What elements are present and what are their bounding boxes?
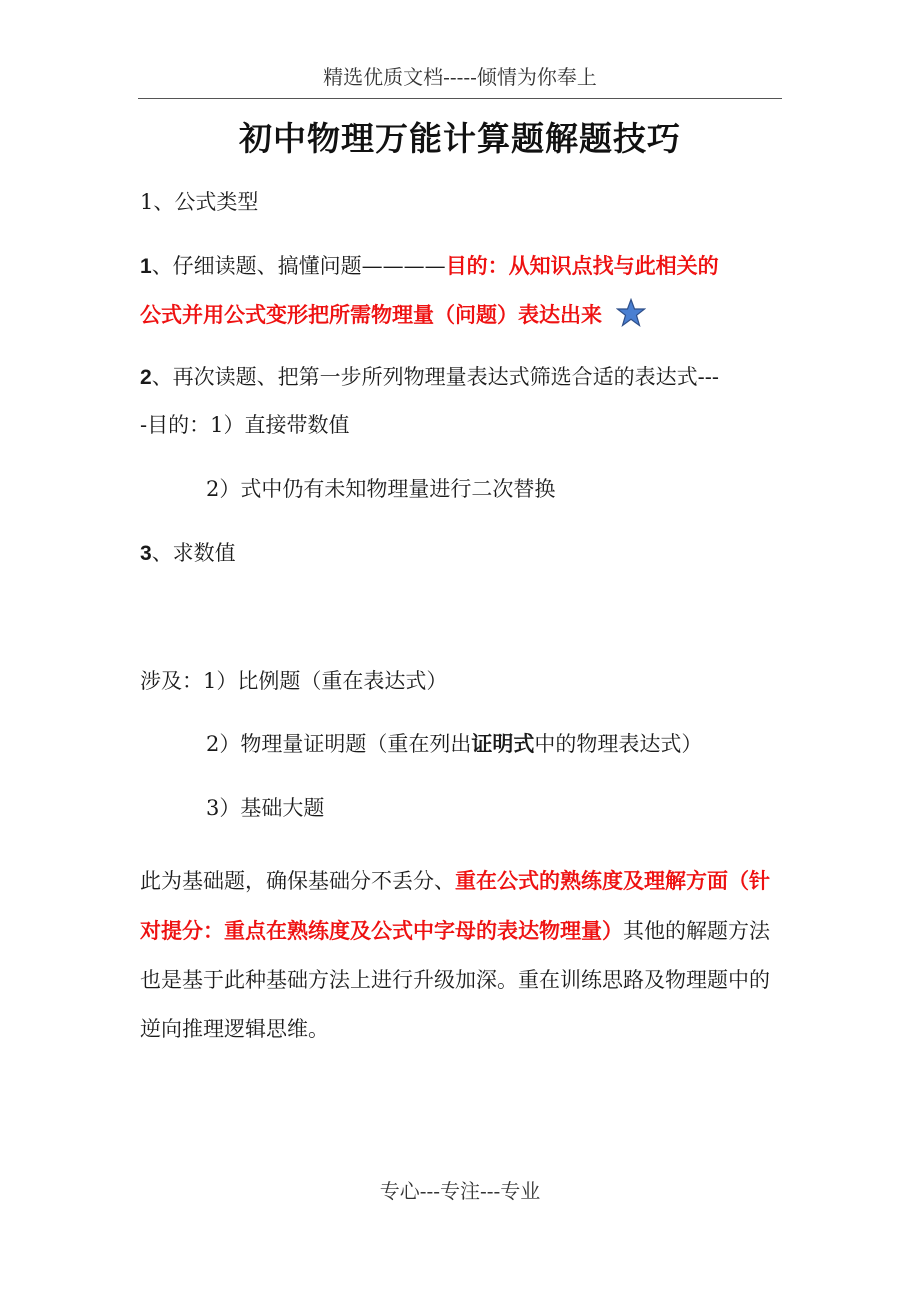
summary-paragraph — [140, 856, 780, 1054]
summary-plain1: 此为基础题，确保基础分不丢分、 — [140, 869, 455, 893]
involves-item3: 3）基础大题 — [206, 796, 325, 820]
involves-item1: 涉及：1）比例题（重在表达式） — [140, 669, 448, 693]
page-footer: 专心---专注---专业 — [379, 1179, 541, 1203]
involves-item2-pre: 2）物理量证明题（重在列出 — [206, 732, 472, 756]
step2-line1 — [140, 362, 719, 393]
step1-goal-line1: 目的：从知识点找与此相关的 — [445, 253, 719, 278]
summary-plain2: 其他的解题方法也是基于此种基础方法上进行升级加深。重在训练思路及物理题中的逆向推理逻辑思维。 — [140, 919, 770, 1041]
page-title: 初中物理万能计算题解题技巧 — [239, 119, 681, 158]
section-formula-type: 1、公式类型 — [140, 190, 259, 214]
involves-item2-bold: 证明式 — [471, 731, 535, 756]
step1-text: 、仔细读题、搞懂问题———— — [151, 254, 446, 278]
step1-line1 — [140, 251, 719, 282]
step2-number: 2 — [140, 366, 152, 389]
step3-number: 3 — [140, 542, 152, 565]
step3-text: 、求数值 — [151, 541, 236, 565]
step1-number: 1 — [140, 255, 152, 278]
header-divider — [138, 98, 782, 99]
step2-line2: -目的：1）直接带数值 — [140, 413, 350, 437]
summary-emphasis: 重在公式的熟练度及理解方面（针对提分：重点在熟练度及公式中字母的表达物理量） — [140, 868, 770, 943]
step2-text: 、再次读题、把第一步所列物理量表达式筛选合适的表达式--- — [151, 365, 719, 389]
step3-line — [140, 538, 236, 569]
step2-line3: 2）式中仍有未知物理量进行二次替换 — [206, 477, 556, 501]
involves-item2-post: 中的物理表达式） — [534, 732, 703, 756]
step1-line2 — [140, 298, 646, 330]
involves-item2 — [206, 729, 702, 759]
step1-goal-line2: 公式并用公式变形把所需物理量（问题）表达出来 — [140, 302, 602, 327]
page-header: 精选优质文档-----倾情为你奉上 — [323, 65, 597, 89]
star-icon — [616, 298, 646, 328]
